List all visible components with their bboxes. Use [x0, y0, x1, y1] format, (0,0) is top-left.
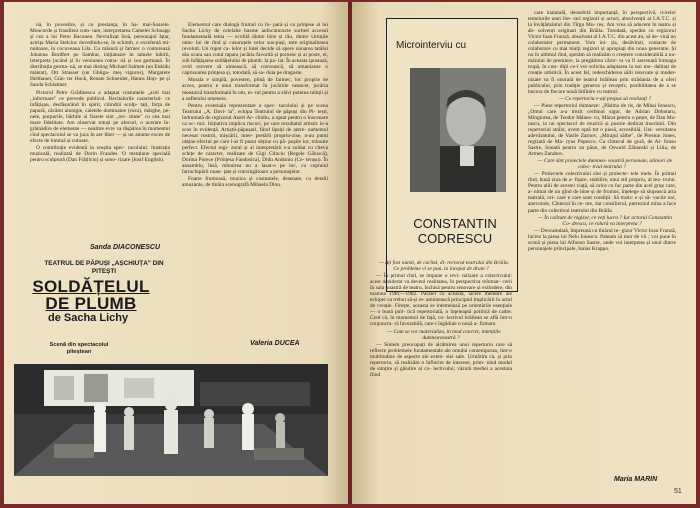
left-page	[4, 2, 348, 504]
answer-5: — Deocamdată, împreună cu tînărul re- gizor Victor Ioan Frunză, lucrez la piesa lui Nelu Ionescu. Pateam să mor de vii ; voi pune în scenă și piesa lui Alfonso Sastre, unde voi interpreta și unul dintre personajele principale, Isaias Krappo.	[528, 227, 676, 252]
question-5: — În calitate de regizor, ce veți lucra ? Iar actorul Constantin Co- drescu, ce rolură va interpreta ?	[538, 214, 672, 227]
portrait-photo	[410, 68, 506, 192]
play-author: de Sacha Lichy	[48, 312, 129, 324]
interviewee-name: CONSTANTIN CODRESCU	[413, 216, 497, 246]
right-page	[352, 2, 696, 504]
answer-3: — Piese repertoriul dumneze: „Pătima de ris, de Mihai Ionescu, „Omul care a-a trezit cerbinol sigur, de Adrian Dohotaru, Mingiurea, de Teodor Mănes- cu, Măcat pentru o pește, de Dan Mu- tascu, ia un spectacol de muzică și poezie dedicat tinerimii. Din repertoriul străin, avem optă tot o piesă, accesibilă, Uni- versitatea adevăratului, de Vasile Zarnov, „Mirajul sălbe", de Preston Jones, regizată de Ma- ryus Popescu. Ca cîntecul de gură, de Al- fonso Sastre, Sonată pentru un păun, de Oswald Zăbanski și Lilia, de Armen Zurabov.	[528, 102, 676, 158]
page-number: 51	[674, 488, 682, 495]
left-col1-paragraph: Pictorul Petre Grădinescu a adaptat costumele „acel mai ,,informare" ce prevede publicul. Recitalurile caracteristi- ce înfățișau, desfășurând în spirit, cilindrii sculp- tați, forța de papură, căcămi alunigie, caletele dominante (rosu), mărghe, pe- nele, purpurile, bărbile ai fiarele sint „rec- titute" cu cea mai mare fidelitate. Am observat totuși pe alocuri, o acerare în- grămădire de elemente — nealtire evre va dispărea în momentul cînd spectacolul se va juca în aer liber — și un anume exces de efecte de lumină și culoare.	[30, 89, 170, 144]
right-column-1	[370, 260, 512, 379]
play-title: SOLDĂȚELUL DE PLUMB	[32, 277, 150, 313]
answer-1: — În primul rînd, se impune o revi- talizare a colectivului: acest deziderat va deveni realitatea, în perspectiva reîntoar- cerii în sala noastră de teatru, închisă pentru renovare și extindere, din toamna 1981—1982. Paralel cu aceasta, lăcere membre ale echipei va trebui să-și re- amintească principiul implicării în actul de creație. Firește, aceasta se intemeiază pe orientările esențiale — o bună poli- tică repertorială, o înțeleaptă politică de cadre. Cred că, în momentul de față, co- lectivul brăilean se află într-o conjunctu- ră favorabilă, care-i îngăduie o nouă a- firmare.	[370, 273, 512, 328]
left-column-2	[182, 22, 328, 189]
stage-photo	[14, 364, 328, 476]
left-col2-paragraph: Elementul care dialogă frumul cu în- pară și cu prințese al lui Sacha Lichy de celelalte basme anfocuturacte sorbed accesul fundamentală tema — ocolită dintre bine și rău, dintre virtuțile omu- lui de rînd și cusuruțele celor sus-puși, este originalitatea revoluti. Un ropot ca- lelor și lutei decide să apere onoarea tatălui său ocara sau cutul rapara jucăria favorită și pornesc și ai poste, el, sub înfățișarea soldățelului de plumb, la pa- lat. În aceasta ipostază, ovitl rezvere să uimească, să convească, să umanizeze o caprisoarea prințesa și, totodată, să sa- duia pe dragoste.	[182, 22, 328, 77]
question-2: — Cum se vor materializa, în mod concret, intențiile dumneavoastră ?	[387, 328, 501, 341]
left-col1-paragraph: O contribuție evidentă la reușita spec- tacolului: ilustrația muzicală, realizată de Dorin Frandes. O mențiune specială pentru sculptură (Dan Frățilciu) și sono- rizare (Iosif English).	[30, 144, 170, 164]
stage-photo-image	[14, 364, 328, 476]
signature-marin: Maria MARIN	[614, 476, 658, 483]
left-col2-paragraph: Pentru eventuala reprezentare a spec- tacolului și pe scena Teatrului „A. Davi- la", echipa Teatrului de păpuși din Pi- tești, îndrumată de regizorul Aurel Ar- chidiu, a optat pentru o înscenare ca oc- tori. Inițiativa implica riscuri, pe care rezultatul artistic le-a scos în evidență. Artiștii-păpușari, fiind lipsiți de antre- namentul necesar rostirii, mișcării, inter- pretării propriu-zise, n-au putut obține efectul pe care l-ar fi putut obține cu pă- pușile lor, mînuite perfect. Efectul regi- zoral și al interpretării s-a soldat cu cîteva schițe de caracter, realizate de Gigi Clinciu (Regele Găluscă), Dorina Purece (Prințesa Fandosica), Didu Andoniu (Ce- terașu). În ansamblu, însă, mînuirea nu a lasat-o pe loc, cu cupluiul întruchipării nuan- țate și convingătoare a personajelor.	[182, 102, 328, 176]
photo-caption: Scenă din spectacolul piteștean	[49, 342, 109, 355]
left-column-1	[30, 22, 170, 164]
magazine-spread	[4, 2, 696, 504]
left-col2-paragraph: Morala e simplă, povesten, plină de farmec, loc proprie de acces, pentru e unui transformat în jucăriile neancet, jucăria meeanică transformată în om, to- tul pentru a slăvi puterea mînții și a sufletului omenesc.	[182, 77, 328, 102]
left-col1-paragraph: nă, în povestire, și cu prestanța, în Sa- mai-Soarele. Moncorde și fraudlent com- tare, interpretarea Camelei Schnapp și cea a lui Petre Baconeu. Nevralizat însă, personajul Iștar, actrița Maria Stelciuc dovedindu-se, în schimb, o excelentă mi- nuitoare, în cocuveaua Lila. Cu măsură și farmec o conturează Johanna Bordfert pe Samhur, inițiatoare în tainele lubirii, interpreta jucând și în versiunea roma- nă și cea germană. În distribuția germa- nă, se mai disting Michael Salmen (un Enkidu mântat), Ott Strasser (un Ghilga- meș viguros), Margarete Helthauer, Gün- ter Hock, Renate Schneider, Hanns Hop- pe și Sanda Schlattner.	[30, 22, 170, 89]
left-col2-paragraph: Foarte frumoasă, muzica și costumele, desenate, cu detalii amuzante, de tînăra scenografă Mihaela Dinu.	[182, 176, 328, 189]
interview-box-title: Microinterviu cu	[396, 40, 467, 51]
answer-4: — Proiectele colectivului sînt și proiecte- tele mele. În primul rînd, bună ziua de a- fișare, stabilire, unui stil propriu, al tea- trului. Pentru aliii de acestei viață, să orice cu fac parte din acel grup care, a- nimat de un gînd de bine și de frumos, înțelege să slujească arta teatrală, ori- care e care sunt condiții. Să tratis: e și să- vacile noi, anevoiole, Cîntecul în ce- nte, dar consilierul, putrezind mîna a face parte din colectivul teatrului din Brăila.	[528, 171, 676, 214]
signature-diaconescu: Sanda DIACONESCU	[90, 244, 161, 251]
question-1: — Ați fost numit, de curînd, di- rectorul teatrului din Brăila. Ce probleme vi se pun, la început de drum ?	[378, 260, 510, 273]
answer-2-continued: care inaintală, deosebită importanță, în perspectivă, ivirelor temeiurile unei lite- rari regizori și actori, absolvenții ai I.A.T.C. și la învățământul din Tîrgu Mu- reș. Am vrea să aducem în teatru și ab- solvenți originari din Brăila. Totodată, sperăm cu regizorul Victor Ioan Frunză, absolvent al I.A.T.C. din acest an, să de- vină un colaborator permanent. Vom ini- ția, desăvirșit, contacte de colaborare cu mai mulți regizori și apropiați din noua generatie. Și nu în ultimul rînd, sperăm să realizăm o creștere considerabilă a nu- mărului de premiere, la pregătirea căror- ra va fi antrenată întreaga trupă, în con- diții ce-i vor solicita adaptarea la noi mo- dalitați de creație artistică. În acest fel, redeschiderea sălii renovate și moder- nizate va fi onorată de teatrul brăilean prin strădania de a oferi publicului, prin tradiție generos și receptiv, posibilitatea de a se bucura de fiecare nouă întîlnire cu teatrul.	[528, 10, 676, 95]
question-3: — Ce repertoriu v-ați propus să realizați ?	[558, 95, 652, 102]
answer-2: — Sintem preocupați de alcătuirea unui repertoriu care să reflecte problemele fundamentale ale omului contemporan, într-o multitudine de aspecte ale exten- siei sale. Urmărim ca, și prin repertoriu, să realizăm o înflorire de interese, prim- nind modul de simțire și gândire al co- lectivului; văzută mediei a acestuia fiind	[370, 341, 512, 378]
portrait-image	[410, 68, 506, 192]
question-4: — Care sînt proiectele dumnea- voastră personale, aliniori de colec- tivul teatrului ?	[537, 158, 673, 171]
theatre-headline: TEATRUL DE PĂPUȘI „AȘCHIUȚA" DIN PITEȘTI	[44, 260, 164, 275]
right-column-2	[528, 10, 676, 253]
signature-ducea: Valeria DUCEA	[250, 340, 300, 347]
